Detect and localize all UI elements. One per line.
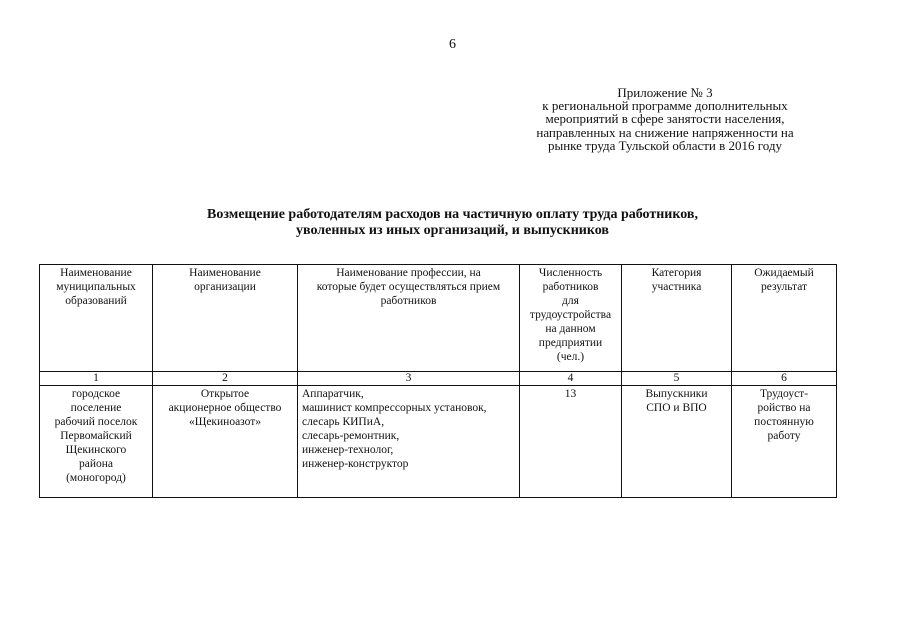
cell-municipality: городское поселение рабочий поселок Первомайский Щекинского района (моногород): [40, 386, 153, 498]
page-number: 6: [449, 37, 456, 52]
document-title: [0, 207, 905, 239]
header-result: Ожидаемый результат: [732, 265, 837, 372]
column-number-row: [40, 372, 837, 386]
column-number: 2: [153, 372, 298, 386]
cell-category: Выпускники СПО и ВПО: [622, 386, 732, 498]
appendix-line: к региональной программе дополнительных: [542, 98, 788, 114]
appendix-line: Приложение № 3: [617, 85, 713, 100]
compensation-table: [39, 264, 837, 498]
header-organization: Наименование организации: [153, 265, 298, 372]
column-number: 5: [622, 372, 732, 386]
cell-organization: Открытое акционерное общество «Щекиноазот»: [153, 386, 298, 498]
cell-professions: Аппаратчик, машинист компрессорных установок, слесарь КИПиА, слесарь-ремонтник, инженер-технолог, инженер-конструктор: [298, 386, 520, 498]
header-profession: Наименование профессии, на которые будет осуществляться прием работников: [298, 265, 520, 372]
column-number: 3: [298, 372, 520, 386]
appendix-line: мероприятий в сфере занятости населения,: [545, 111, 785, 127]
appendix-line: рынке труда Тульской области в 2016 году: [547, 137, 783, 153]
title-line: уволенных из иных организаций, и выпускников: [296, 223, 609, 238]
appendix-header: [440, 86, 890, 152]
column-number: 6: [732, 372, 837, 386]
header-count: Численность работников для трудоустройства на данном предприятии (чел.): [520, 265, 622, 372]
column-number: 4: [520, 372, 622, 386]
column-number: 1: [40, 372, 153, 386]
cell-result: Трудоуст- ройство на постоянную работу: [732, 386, 837, 498]
cell-count: 13: [520, 386, 622, 498]
table-header-row: [40, 265, 837, 372]
header-municipality: Наименование муниципальных образований: [40, 265, 153, 372]
title-line: Возмещение работодателям расходов на частичную оплату труда работников,: [207, 207, 698, 222]
table-row: [40, 386, 837, 498]
appendix-line: направленных на снижение напряженности на: [536, 124, 794, 140]
header-category: Категория участника: [622, 265, 732, 372]
